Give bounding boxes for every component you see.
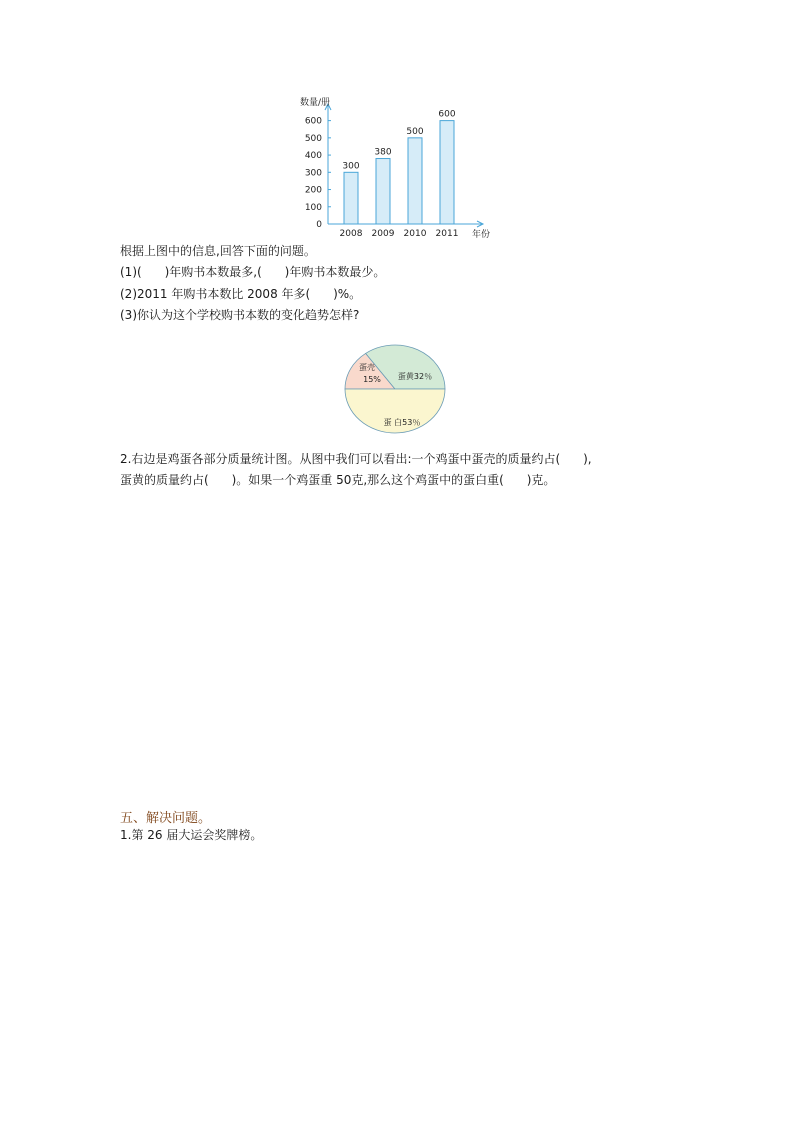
egg-question-line-2: 蛋黄的质量约占( )。如果一个鸡蛋重 50克,那么这个鸡蛋中的蛋白重( )克。 bbox=[120, 473, 556, 487]
bar-data-label: 300 bbox=[342, 161, 360, 172]
x-tick-label: 2009 bbox=[371, 229, 395, 239]
bar bbox=[344, 172, 358, 224]
x-tick-label: 2010 bbox=[403, 229, 427, 239]
x-tick-label: 2011 bbox=[435, 229, 459, 239]
book-purchase-bar-chart bbox=[296, 92, 496, 242]
medal-table-question: 1.第 26 届大运会奖牌榜。 bbox=[120, 828, 263, 842]
y-tick-label: 600 bbox=[304, 116, 322, 127]
bar bbox=[408, 138, 422, 224]
bar-data-label: 600 bbox=[438, 109, 456, 120]
y-tick-label: 200 bbox=[304, 185, 322, 196]
section-title-solve-problems: 五、解决问题。 bbox=[120, 811, 212, 826]
pie-label-white: 蛋 白53％ bbox=[383, 418, 421, 427]
question-intro: 根据上图中的信息,回答下面的问题。 bbox=[120, 244, 316, 258]
y-tick-label: 300 bbox=[304, 168, 322, 179]
x-axis-label: 年份 bbox=[472, 230, 491, 240]
pie-value-shell: 15% bbox=[363, 375, 381, 384]
pie-label-shell: 蛋壳 bbox=[359, 363, 375, 372]
question-1: (1)( )年购书本数最多,( )年购书本数最少。 bbox=[120, 265, 386, 279]
egg-question-line-1: 2.右边是鸡蛋各部分质量统计图。从图中我们可以看出:一个鸡蛋中蛋壳的质量约占( ), bbox=[120, 452, 592, 466]
bar-data-label: 380 bbox=[374, 147, 392, 158]
y-tick-label: 500 bbox=[304, 133, 322, 144]
question-2: (2)2011 年购书本数比 2008 年多( )%。 bbox=[120, 287, 362, 301]
y-axis-label: 数量/册 bbox=[300, 98, 331, 108]
bar bbox=[376, 159, 390, 224]
egg-composition-pie-chart bbox=[340, 343, 450, 435]
bar-data-label: 500 bbox=[406, 126, 424, 137]
bar bbox=[440, 121, 454, 224]
y-tick-label: 400 bbox=[304, 151, 322, 162]
pie-label-yolk: 蛋黄32％ bbox=[397, 372, 433, 381]
y-tick-label: 0 bbox=[316, 220, 322, 230]
question-3: (3)你认为这个学校购书本数的变化趋势怎样? bbox=[120, 308, 360, 322]
x-tick-label: 2008 bbox=[339, 229, 363, 239]
y-tick-label: 100 bbox=[304, 202, 322, 213]
